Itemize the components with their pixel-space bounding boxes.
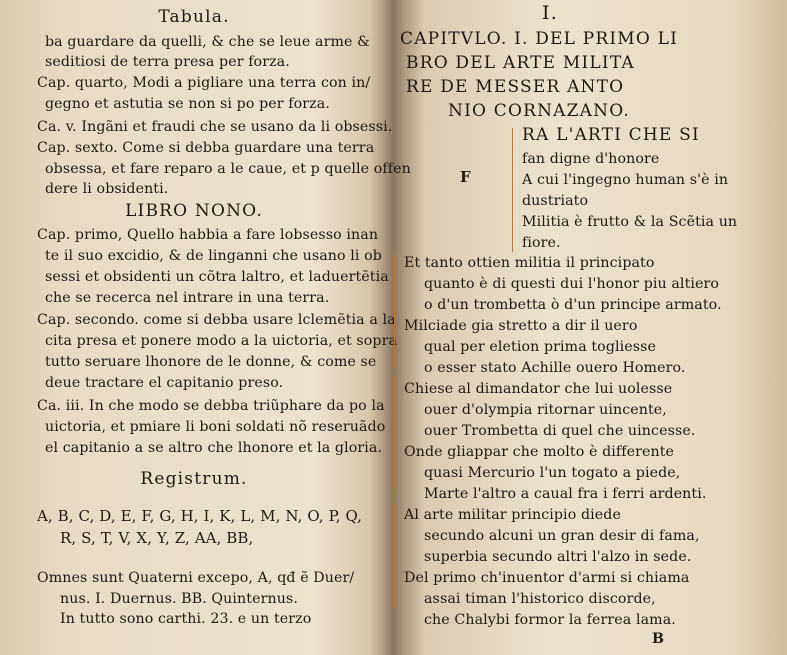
text-line: che se recerca nel intrare in una terra. [45, 290, 330, 306]
text-line: ba guardare da quelli, & che se leue arme & [45, 34, 370, 50]
chapter-title-line: RE DE MESSER ANTO [406, 77, 625, 97]
text-line: Cap. sexto. Come si debba guardare una terra [37, 140, 375, 156]
book-heading: LIBRO NONO. [125, 201, 263, 221]
colophon-line: In tutto sono carthi. 23. e un terzo [60, 611, 312, 627]
verse-line: ouer d'olympia ritornar uincente, [424, 402, 667, 418]
text-line: dere li obsidenti. [45, 181, 169, 197]
registrum-title: Registrum. [140, 469, 248, 489]
verse-line: Al arte militar principio diede [404, 507, 621, 523]
verse-line: Onde gliappar che molto è differente [404, 444, 674, 460]
text-line: Ca. v. Ingãni et fraudi che se usano da li obsessi. [37, 119, 393, 135]
verse-bracket [394, 498, 395, 608]
verse-line: Milciade gia stretto a dir il uero [404, 318, 638, 334]
verse-bracket [394, 252, 395, 370]
registrum-line: R, S, T, V, X, Y, Z, AA, BB, [60, 529, 254, 547]
verse-line: RA L'ARTI CHE SI [522, 125, 700, 145]
running-head: Tabula. [158, 7, 230, 27]
verse-line: superbia secundo altri l'alzo in sede. [424, 549, 692, 565]
verse-line: Del primo ch'inuentor d'armi si chiama [404, 570, 690, 586]
colophon-line: nus. I. Duernus. BB. Quinternus. [60, 591, 298, 607]
verse-line: o d'un trombetta ò d'un principe armato. [424, 297, 722, 313]
verse-line: assai timan l'historico discorde, [424, 591, 656, 607]
signature-mark: B [652, 631, 665, 647]
text-line: Cap. quarto, Modi a pigliare una terra con in/ [37, 75, 371, 91]
text-line: deue tractare el capitanio preso. [45, 375, 284, 391]
verse-line: Marte l'altro a caual fra i ferri ardenti. [424, 486, 707, 502]
verse-bracket [394, 374, 395, 494]
verse-line: o esser stato Achille ouero Homero. [424, 360, 686, 376]
colophon-line: Omnes sunt Quaterni excepo, A, qđ ẽ Duer/ [37, 570, 355, 586]
right-page [394, 0, 787, 655]
verse-line: fiore. [522, 235, 561, 251]
verse-line: quasi Mercurio l'un togato a piede, [424, 465, 681, 481]
folio-number: I. [542, 2, 558, 24]
verse-line: che Chalybi formor la ferrea lama. [424, 612, 676, 628]
verse-line: A cui l'ingegno human s'è in [522, 172, 729, 188]
verse-line: qual per eletion prima togliesse [424, 339, 657, 355]
text-line: Cap. secondo. come si debba usare lclemẽtia a la [37, 312, 396, 328]
text-line: uictoria, et pmiare li boni soldati nõ reseruãdo [45, 419, 386, 435]
text-line: Ca. iii. In che modo se debba triũphare da po la [37, 398, 385, 414]
chapter-title-line: BRO DEL ARTE MILITA [406, 53, 635, 73]
text-line: cita presa et ponere modo a la uictoria, et sopra [45, 333, 398, 349]
verse-bracket [512, 128, 513, 252]
verse-line: Et tanto ottien militia il principato [404, 255, 655, 271]
text-line: seditiosi de terra presa per forza. [45, 54, 290, 70]
verse-line: Militia è frutto & la Scẽtia un [522, 214, 738, 230]
registrum-line: A, B, C, D, E, F, G, H, I, K, L, M, N, O, P, Q, [37, 507, 362, 525]
text-line: obsessa, et fare reparo a le caue, et p quelle offen [45, 161, 411, 177]
verse-line: quanto è di questi dui l'honor piu altiero [424, 276, 720, 292]
verse-line: secundo alcuni un gran desir di fama, [424, 528, 700, 544]
chapter-title-line: CAPITVLO. I. DEL PRIMO LI [400, 29, 679, 49]
verse-line: ouer Trombetta di quel che uincesse. [424, 423, 696, 439]
text-line: Cap. primo, Quello habbia a fare lobsesso inan [37, 227, 379, 243]
text-line: te il suo excidio, & de linganni che usano li ob [45, 248, 382, 264]
text-line: gegno et astutia se non si po per forza. [45, 96, 330, 112]
verse-line: dustriato [522, 193, 589, 209]
verse-line: fan digne d'honore [522, 151, 660, 167]
text-line: tutto seruare lhonore de le donne, & come se [45, 354, 377, 370]
initial-letter: F [460, 168, 471, 186]
text-line: el capitanio a se altro che lhonore et la gloria. [45, 440, 383, 456]
verse-line: Chiese al dimandator che lui uolesse [404, 381, 673, 397]
text-line: sessi et obsidenti un cõtra laltro, et laduertẽtia [45, 269, 389, 285]
chapter-title-line: NIO CORNAZANO. [448, 101, 630, 121]
